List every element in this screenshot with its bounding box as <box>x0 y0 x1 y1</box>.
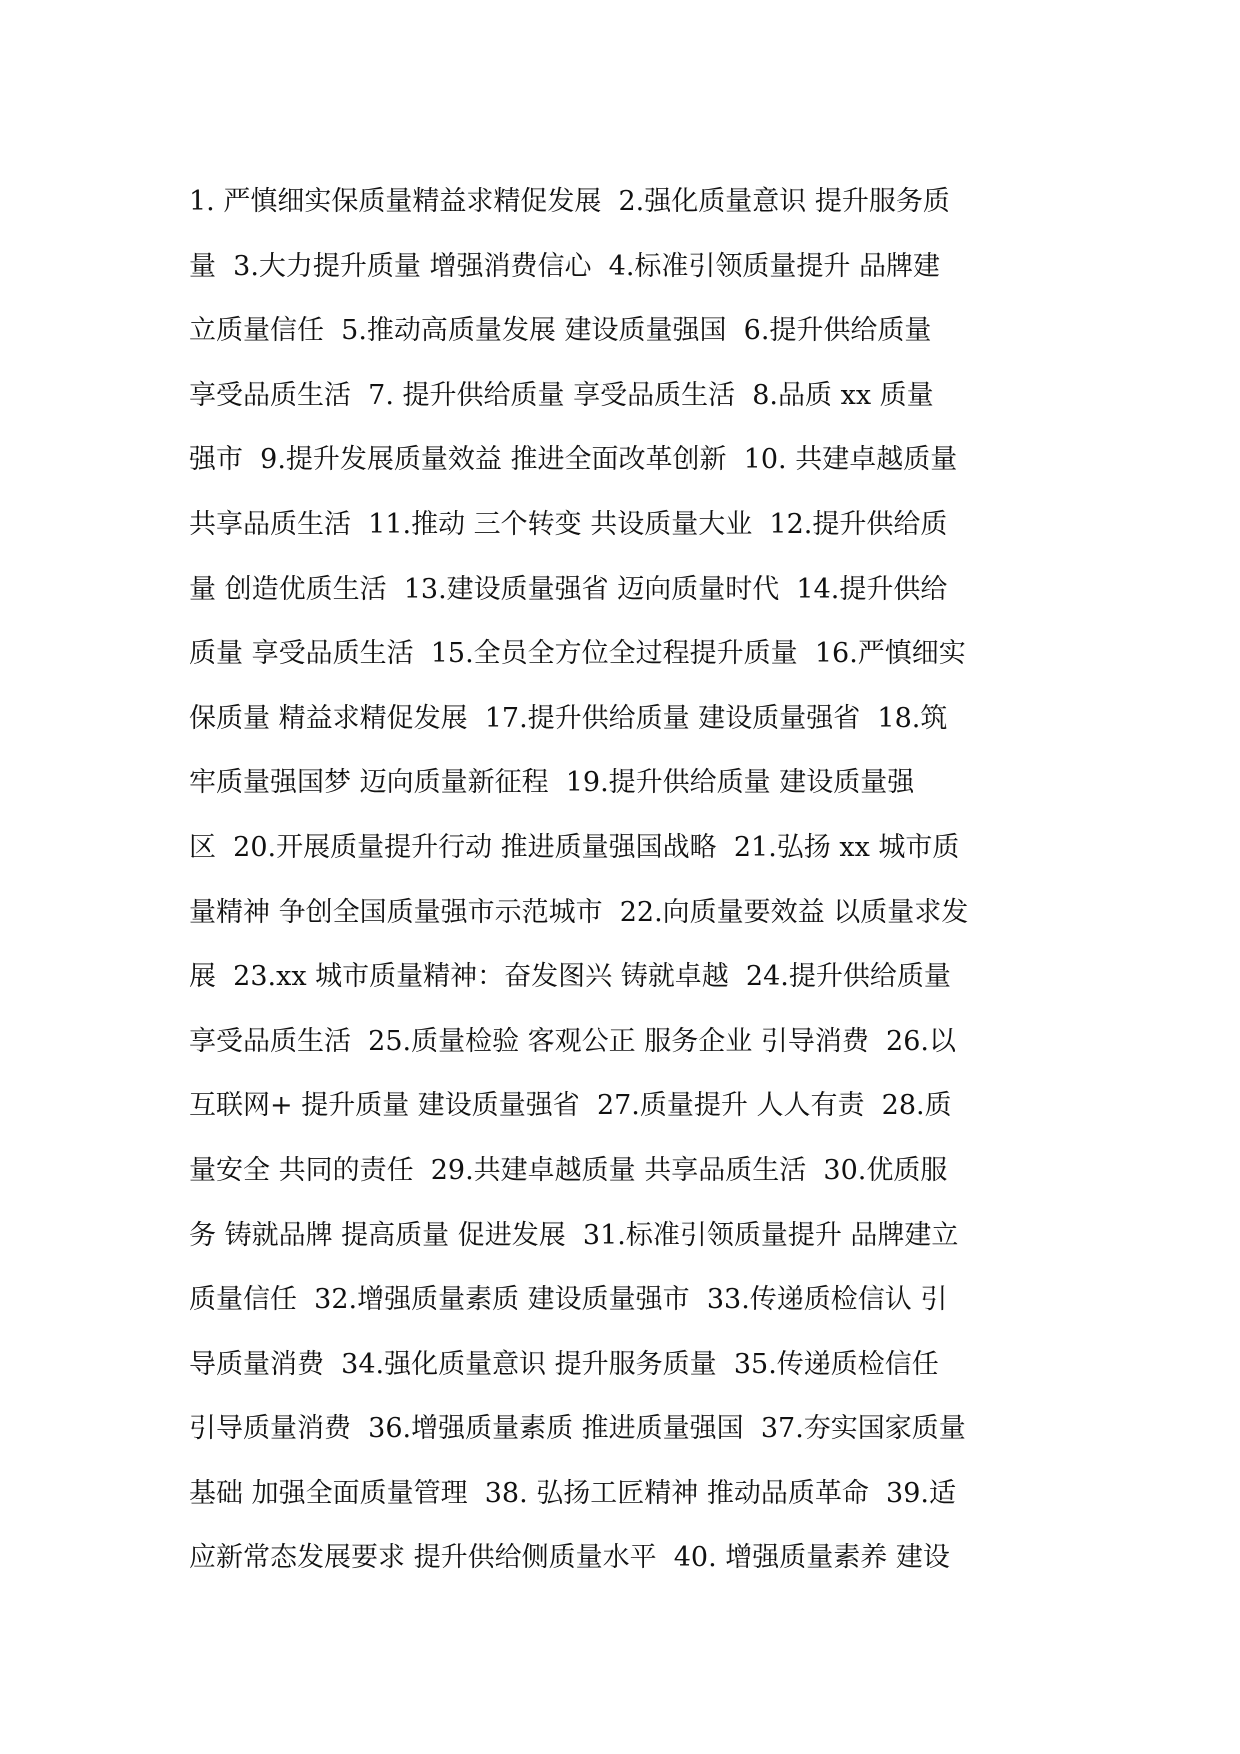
text-line: 立质量信任 5.推动高质量发展 建设质量强国 6.提升供给质量 <box>189 315 932 347</box>
text-line: 质量 享受品质生活 15.全员全方位全过程提升质量 16.严慎细实 <box>189 638 966 670</box>
text-line: 牢质量强国梦 迈向质量新征程 19.提升供给质量 建设质量强 <box>189 767 915 799</box>
text-line: 应新常态发展要求 提升供给侧质量水平 40. 增强质量素养 建设 <box>189 1542 950 1574</box>
text-line: 享受品质生活 7. 提升供给质量 享受品质生活 8.品质 xx 质量 <box>189 379 934 411</box>
text-line: 1. 严慎细实保质量精益求精促发展 2.强化质量意识 提升服务质 <box>189 186 950 217</box>
text-line: 享受品质生活 25.质量检验 客观公正 服务企业 引导消费 26.以 <box>189 1025 956 1057</box>
slogan-text-block <box>189 170 1069 1591</box>
text-line: 量 3.大力提升质量 增强消费信心 4.标准引领质量提升 品牌建 <box>189 250 941 282</box>
text-line: 质量信任 32.增强质量素质 建设质量强市 33.传递质检信认 引 <box>189 1284 948 1316</box>
text-line: 引导质量消费 36.增强质量素质 推进质量强国 37.夯实国家质量 <box>189 1413 966 1445</box>
text-line: 强市 9.提升发展质量效益 推进全面改革创新 10. 共建卓越质量 <box>189 444 958 476</box>
text-line: 导质量消费 34.强化质量意识 提升服务质量 35.传递质检信任 <box>189 1348 939 1380</box>
text-line: 基础 加强全面质量管理 38. 弘扬工匠精神 推动品质革命 39.适 <box>189 1477 956 1509</box>
text-line: 保质量 精益求精促发展 17.提升供给质量 建设质量强省 18.筑 <box>189 702 948 734</box>
text-line: 量 创造优质生活 13.建设质量强省 迈向质量时代 14.提升供给 <box>189 573 948 605</box>
text-line: 展 23.xx 城市质量精神：奋发图兴 铸就卓越 24.提升供给质量 <box>189 961 951 993</box>
text-line: 区 20.开展质量提升行动 推进质量强国战略 21.弘扬 xx 城市质 <box>189 831 960 863</box>
text-line: 量安全 共同的责任 29.共建卓越质量 共享品质生活 30.优质服 <box>189 1154 948 1186</box>
text-line: 量精神 争创全国质量强市示范城市 22.向质量要效益 以质量求发 <box>189 896 969 928</box>
text-line: 务 铸就品牌 提高质量 促进发展 31.标准引领质量提升 品牌建立 <box>189 1219 959 1251</box>
text-line: 共享品质生活 11.推动 三个转变 共设质量大业 12.提升供给质 <box>189 508 948 540</box>
text-line: 互联网+ 提升质量 建设质量强省 27.质量提升 人人有责 28.质 <box>189 1090 952 1122</box>
